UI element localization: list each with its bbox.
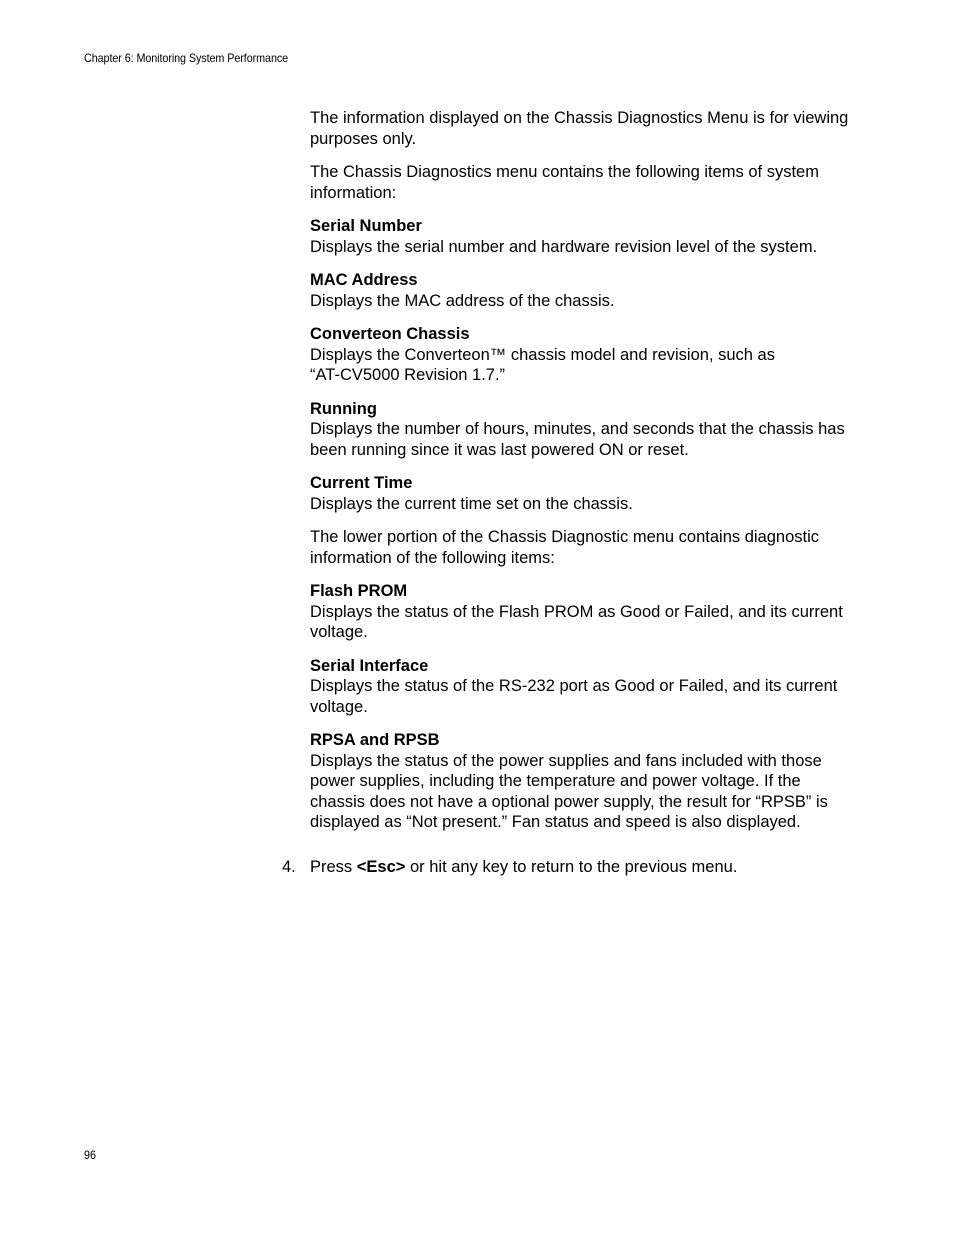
esc-key-label: <Esc> (356, 857, 406, 876)
lower-intro-paragraph: The lower portion of the Chassis Diagnostic menu contains diagnostic information of the following items: (310, 528, 820, 567)
item-description: Displays the serial number and hardware revision level of the system. (310, 237, 818, 256)
step-text: Press (310, 857, 357, 876)
system-item-running (310, 399, 850, 461)
item-description: Displays the number of hours, minutes, and seconds that the chassis has been running since it was last powered ON or reset. (310, 420, 845, 459)
step-number: 4. (282, 857, 296, 876)
item-title: Running (310, 399, 377, 418)
item-title: Flash PROM (310, 582, 408, 600)
item-title: Current Time (310, 474, 413, 492)
item-description: Displays the MAC address of the chassis. (310, 291, 615, 310)
diagnostic-item-rpsa-rpsb (310, 730, 850, 833)
item-description: Displays the current time set on the chassis. (310, 494, 633, 513)
system-item-mac-address (310, 270, 850, 311)
procedure-step (282, 857, 850, 878)
system-item-converteon-chassis (310, 324, 850, 386)
item-title: Serial Interface (310, 656, 429, 675)
intro-paragraph: The Chassis Diagnostics menu contains the following items of system information: (310, 163, 819, 202)
diagnostic-item-serial-interface (310, 656, 850, 718)
item-title: RPSA and RPSB (310, 731, 440, 749)
page-number: 96 (84, 1148, 97, 1162)
main-content (282, 108, 850, 877)
item-title: Converteon Chassis (310, 325, 470, 343)
item-description: Displays the status of the power supplies and fans included with those power supplies, including the temperature and power voltage. If the chassis does not have a optional power supply, the result for “RPSB” is displayed as “Not present.” Fan status and speed is also displayed. (310, 751, 828, 831)
diagnostic-item-flash-prom (310, 581, 850, 643)
item-description: Displays the status of the RS-232 port as Good or Failed, and its current voltage. (310, 677, 838, 716)
system-item-current-time (310, 473, 850, 514)
item-description: Displays the status of the Flash PROM as Good or Failed, and its current voltage. (310, 602, 843, 641)
intro-paragraph: The information displayed on the Chassis Diagnostics Menu is for viewing purposes only. (310, 109, 849, 148)
running-header: Chapter 6: Monitoring System Performance (84, 51, 289, 65)
item-title: Serial Number (310, 217, 422, 235)
item-description: Displays the Converteon™ chassis model and revision, such as (310, 345, 775, 364)
step-text: or hit any key to return to the previous menu. (405, 857, 738, 876)
system-item-serial-number (310, 216, 850, 257)
item-description: “AT-CV5000 Revision 1.7.” (310, 366, 506, 384)
item-title: MAC Address (310, 271, 418, 289)
